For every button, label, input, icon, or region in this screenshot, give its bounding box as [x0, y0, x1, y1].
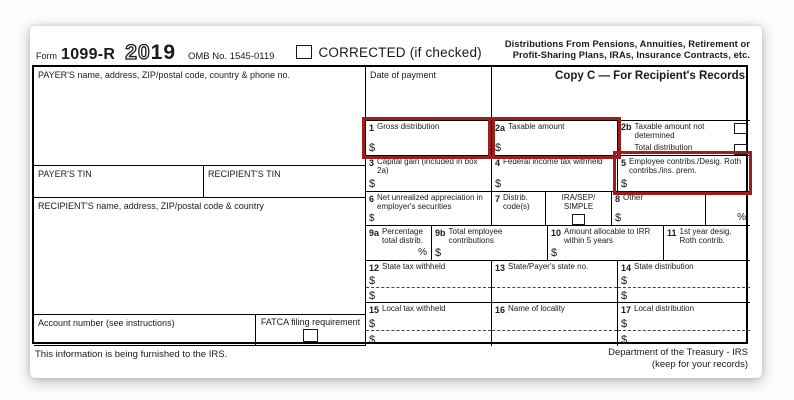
box2a-dollar-sign: $ [495, 142, 502, 154]
form-header [36, 41, 482, 65]
box10-label: Amount allocable to IRR within 5 years [564, 227, 651, 245]
form-grid [32, 65, 748, 344]
box12-dollar-sign-2: $ [369, 290, 376, 303]
taxable-amount-not-determined-checkbox[interactable] [734, 123, 747, 134]
box17-local-distribution[interactable]: 17 Local distribution $ $ [618, 303, 750, 346]
corrected-label: CORRECTED (if checked) [318, 44, 482, 60]
irs-furnished-note: This information is being furnished to the IRS. [35, 349, 228, 360]
box9a-percentage-total-distribution[interactable]: 9a Percentage total distrib. % [366, 226, 432, 261]
payer-info-label: PAYER'S name, address, ZIP/postal code, country & phone no. [38, 70, 291, 80]
box7-distribution-codes[interactable]: 7 Distrib. code(s) [492, 192, 546, 226]
box8-percent-cell [706, 192, 750, 226]
copy-c-box [492, 67, 750, 121]
box15-dollar-sign-1: $ [369, 318, 376, 331]
form-number: 1099-R [61, 46, 116, 63]
box9b-total-employee-contributions[interactable]: 9b Total employee contributions $ [432, 226, 548, 261]
box11-label: 1st year desig. Roth contrib. [679, 227, 732, 245]
box3-capital-gain[interactable]: 3 Capital gain (included in box 2a) $ [366, 156, 492, 192]
box9a-label: Percentage total distrib. [382, 227, 423, 245]
form-title [505, 39, 750, 61]
box5-dollar-sign: $ [621, 178, 628, 190]
box12-state-tax-withheld[interactable]: 12 State tax withheld $ $ [366, 261, 492, 303]
tax-year: 2019 [125, 41, 176, 64]
box9b-label: Total employee contributions [448, 227, 503, 245]
box3-dollar-sign: $ [369, 178, 376, 190]
box1-label: Gross distribution [377, 122, 440, 131]
treasury-line2: (keep for your records) [651, 358, 748, 370]
box3-label: Capital gain (included in box 2a) [377, 157, 478, 175]
box17-label: Local distribution [634, 304, 695, 313]
box8-other[interactable]: 8 Other $ [612, 192, 706, 226]
ira-sep-simple-checkbox[interactable] [572, 214, 585, 225]
date-of-payment-box[interactable] [366, 67, 492, 121]
box4-label: Federal income tax withheld [503, 157, 603, 166]
payer-info-box[interactable] [34, 67, 366, 166]
box8-label: Other [623, 193, 644, 202]
box15-dollar-sign-2: $ [369, 334, 376, 346]
box8-percent-sign: % [737, 212, 746, 223]
box2b-label2: Total distribution [634, 142, 693, 152]
box2a-label: Taxable amount [508, 122, 565, 131]
box7-label: Distrib. code(s) [503, 193, 530, 211]
copy-c-label: Copy C — For Recipient's Records [555, 70, 745, 82]
box11-first-year-roth[interactable]: 11 1st year desig. Roth contrib. [664, 226, 750, 261]
box12-dollar-sign-1: $ [369, 275, 376, 288]
box5-employee-contribs[interactable]: 5 Employee contribs./Desig. Roth contribs./ins. prem. $ [618, 156, 750, 192]
recipient-info-label: RECIPIENT'S name, address, ZIP/postal code & country [38, 201, 264, 211]
treasury-line1: Department of the Treasury - IRS [608, 347, 748, 358]
box16-label: Name of locality [508, 304, 565, 313]
recipient-info-box[interactable] [34, 198, 366, 315]
account-number-box[interactable] [34, 315, 256, 346]
recipient-tin-label: RECIPIENT'S TIN [208, 169, 281, 179]
box12-label: State tax withheld [382, 262, 446, 271]
box13-state-payer-number[interactable]: 13 State/Payer's state no. [492, 261, 618, 303]
box4-dollar-sign: $ [495, 178, 502, 190]
corrected-checkbox[interactable] [296, 45, 312, 59]
box2b: 2b Taxable amount not determined Total distribution [618, 121, 750, 156]
treasury-note [608, 347, 748, 371]
date-of-payment-label: Date of payment [370, 70, 437, 80]
box10-amount-allocable-irr[interactable]: 10 Amount allocable to IRR within 5 years $ [548, 226, 664, 261]
account-number-label: Account number (see instructions) [38, 318, 175, 328]
box1-dollar-sign: $ [369, 142, 376, 154]
payer-tin-box[interactable] [34, 166, 204, 198]
box15-local-tax-withheld[interactable]: 15 Local tax withheld $ $ [366, 303, 492, 346]
box6-dollar-sign: $ [369, 213, 375, 224]
box14-label: State distribution [634, 262, 694, 271]
omb-number: OMB No. 1545-0119 [188, 51, 275, 62]
box16-name-of-locality[interactable]: 16 Name of locality [492, 303, 618, 346]
box5-label: Employee contribs./Desig. Roth contribs./ins. prem. [629, 157, 742, 175]
box2b-label1: Taxable amount not determined [634, 122, 705, 140]
form-word: Form [36, 51, 57, 61]
box10-dollar-sign: $ [551, 247, 558, 259]
box6-net-unrealized-appreciation[interactable]: 6 Net unrealized appreciation in employer's securities $ [366, 192, 492, 226]
recipient-tin-box[interactable] [204, 166, 366, 198]
box14-dollar-sign-2: $ [621, 290, 628, 303]
fatca-box [256, 315, 366, 346]
fatca-checkbox[interactable] [303, 329, 318, 342]
ira-sep-simple-label: IRA/SEP/ SIMPLE [561, 193, 596, 211]
form-1099r-page [30, 26, 762, 378]
box1-gross-distribution[interactable]: 1 Gross distribution $ [366, 121, 492, 156]
box17-dollar-sign-2: $ [621, 334, 628, 346]
box4-federal-tax-withheld[interactable]: 4 Federal income tax withheld $ [492, 156, 618, 192]
ira-sep-simple-box [546, 192, 612, 226]
box2a-taxable-amount[interactable]: 2a Taxable amount $ [492, 121, 618, 156]
fatca-label: FATCA filing requirement [260, 317, 361, 327]
box8-dollar-sign: $ [615, 212, 622, 224]
box17-dollar-sign-1: $ [621, 318, 628, 331]
total-distribution-checkbox[interactable] [734, 144, 747, 155]
box9b-dollar-sign: $ [435, 247, 442, 259]
box9a-percent-sign: % [418, 247, 427, 258]
payer-tin-label: PAYER'S TIN [38, 169, 92, 179]
box14-dollar-sign-1: $ [621, 275, 628, 288]
box6-label: Net unrealized appreciation in employer's securities [377, 193, 483, 211]
box15-label: Local tax withheld [382, 304, 446, 313]
box13-label: State/Payer's state no. [508, 262, 589, 271]
form-title-line1: Distributions From Pensions, Annuities, Retirement or [504, 39, 750, 49]
box14-state-distribution[interactable]: 14 State distribution $ $ [618, 261, 750, 303]
form-title-line2: Profit-Sharing Plans, IRAs, Insurance Contracts, etc. [512, 49, 750, 60]
